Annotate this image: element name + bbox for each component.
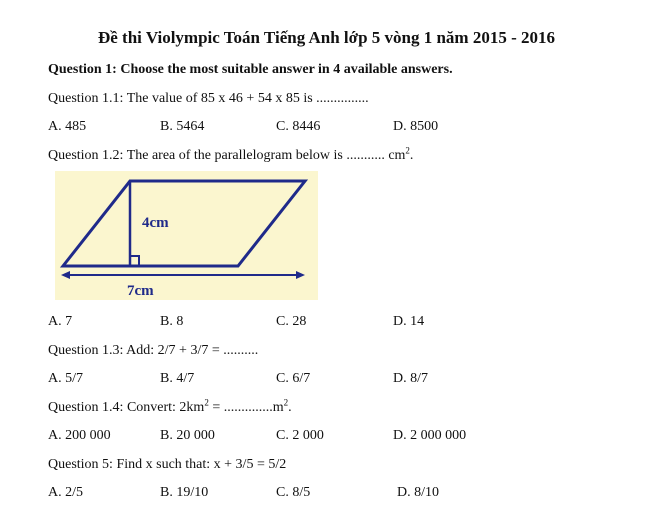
question-1-2-period: . (409, 148, 414, 163)
option-c: C. 6/7 (276, 371, 311, 386)
page-title: Đề thi Violympic Toán Tiếng Anh lớp 5 vòng 1 năm 2015 - 2016 (97, 28, 556, 47)
question-1-4-text: Question 1.4: Convert: 2km (48, 400, 205, 415)
options-1-2 (48, 314, 638, 332)
option-c: C. 2 000 (276, 428, 324, 443)
option-a: A. 7 (48, 314, 73, 329)
option-d: D. 8/10 (397, 485, 439, 500)
option-b: B. 19/10 (160, 485, 209, 500)
option-d: D. 14 (393, 314, 425, 329)
options-1-4 (48, 428, 638, 446)
option-d: D. 8500 (393, 119, 439, 134)
option-b: B. 20 000 (160, 428, 215, 443)
question-1-2 (48, 145, 414, 164)
option-d: D. 8/7 (393, 371, 428, 386)
question-1-4-period: . (288, 400, 292, 415)
question-1-4-exponent-2: 2 (283, 397, 289, 408)
option-d: D. 2 000 000 (393, 428, 467, 443)
option-a: A. 485 (48, 119, 87, 134)
question-1-2-exponent: 2 (405, 145, 410, 156)
figure-background (55, 171, 318, 300)
question-1-2-text: Question 1.2: The area of the parallelogram below is ........... cm (48, 148, 406, 163)
height-label: 4cm (142, 215, 169, 231)
option-c: C. 28 (276, 314, 307, 329)
section-heading: Question 1: Choose the most suitable answer in 4 available answers. (48, 62, 453, 77)
option-b: B. 8 (160, 314, 184, 329)
base-label: 7cm (127, 283, 154, 299)
option-c: C. 8446 (276, 119, 321, 134)
question-1-4 (48, 397, 292, 416)
question-1-4-blank: = ..............m (208, 400, 284, 415)
question-1-3: Question 1.3: Add: 2/7 + 3/7 = .......... (48, 343, 259, 358)
options-1-1 (48, 119, 638, 137)
options-5 (48, 485, 638, 503)
option-b: B. 5464 (160, 119, 205, 134)
options-1-3 (48, 371, 638, 389)
question-1-4-exponent-1: 2 (204, 397, 209, 408)
option-a: A. 200 000 (48, 428, 111, 443)
option-a: A. 2/5 (48, 485, 83, 500)
option-b: B. 4/7 (160, 371, 195, 386)
question-5: Question 5: Find x such that: x + 3/5 = 5/2 (48, 457, 287, 472)
option-a: A. 5/7 (48, 371, 83, 386)
parallelogram-figure (55, 171, 318, 300)
option-c: C. 8/5 (276, 485, 311, 500)
question-1-1: Question 1.1: The value of 85 x 46 + 54 x 85 is ............... (48, 91, 369, 106)
